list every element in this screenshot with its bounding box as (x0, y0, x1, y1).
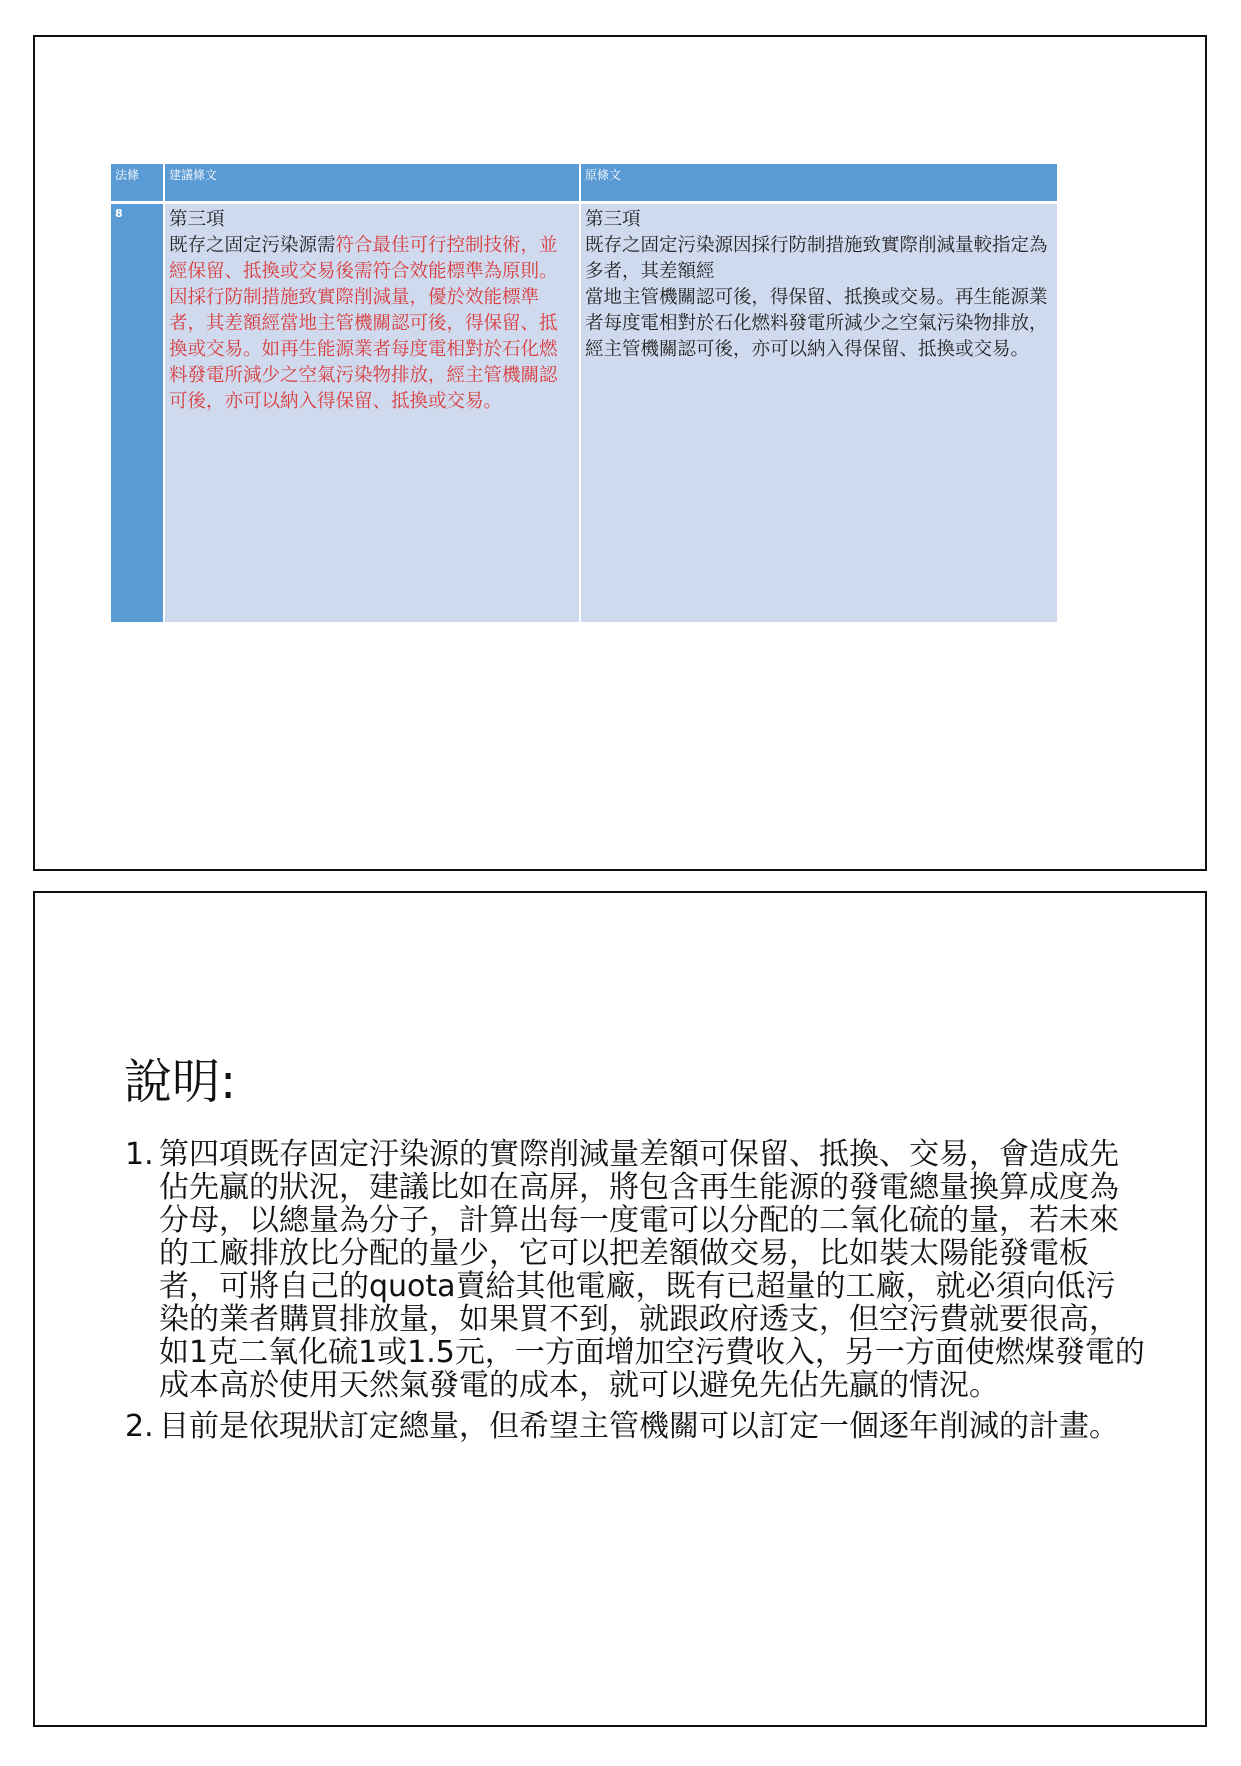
explanation-heading: 說明: (124, 1054, 237, 1110)
slide-1 (33, 35, 1207, 871)
original-line-2: 當地主管機關認可後，得保留、抵換或交易。再生能源業者每度電相對於石化燃料發電所減少之空氣污染物排放，經主管機關認可後，亦可以納入得保留、抵換或交易。 (585, 286, 1048, 360)
slide-2 (33, 891, 1207, 1727)
list-item-index: 1. (125, 1137, 154, 1172)
list-item (125, 1138, 1145, 1402)
list-item-text: 目前是依現狀訂定總量，但希望主管機關可以訂定一個逐年削減的計畫。 (159, 1409, 1119, 1444)
explanation-list (125, 1138, 1145, 1451)
original-line-1: 既存之固定污染源因採行防制措施致實際削減量較指定為多者，其差額經 (585, 234, 1048, 282)
header-article: 法條 (111, 164, 164, 202)
proposed-heading: 第三項 (169, 208, 225, 230)
header-proposed: 建議條文 (164, 164, 580, 202)
table-row (111, 202, 1057, 622)
list-item-index: 2. (125, 1409, 154, 1444)
original-text-cell (580, 202, 1057, 622)
proposed-text-red: 符合最佳可行控制技術，並經保留、抵換或交易後需符合效能標準為原則。因採行防制措施致實際削減量，優於效能標準者，其差額經當地主管機關認可後，得保留、抵換或交易。如再生能源業者每度電相對於石化燃料發電所減少之空氣污染物排放，經主管機關認可後，亦可以納入得保留、抵換或交易。 (169, 234, 558, 412)
law-comparison-table (111, 164, 1057, 622)
original-heading: 第三項 (585, 208, 641, 230)
table-header-row (111, 164, 1057, 202)
proposed-text-normal: 既存之固定污染源需 (169, 234, 336, 256)
list-item (125, 1410, 1145, 1443)
article-number: 8 (111, 202, 164, 622)
list-item-text: 第四項既存固定汙染源的實際削減量差額可保留、抵換、交易，會造成先佔先贏的狀況，建議比如在高屏，將包含再生能源的發電總量換算成度為分母，以總量為分子，計算出每一度電可以分配的二氧化硫的量，若未來的工廠排放比分配的量少，它可以把差額做交易，比如裝太陽能發電板者，可將自己的quota賣給其他電廠，既有已超量的工廠，就必須向低污染的業者購買排放量，如果買不到，就跟政府透支，但空污費就要很高，如1克二氧化硫1或1.5元，一方面增加空污費收入，另一方面使燃煤發電的成本高於使用天然氣發電的成本，就可以避免先佔先贏的情況。 (159, 1137, 1145, 1403)
header-original: 原條文 (580, 164, 1057, 202)
proposed-text-cell (164, 202, 580, 622)
